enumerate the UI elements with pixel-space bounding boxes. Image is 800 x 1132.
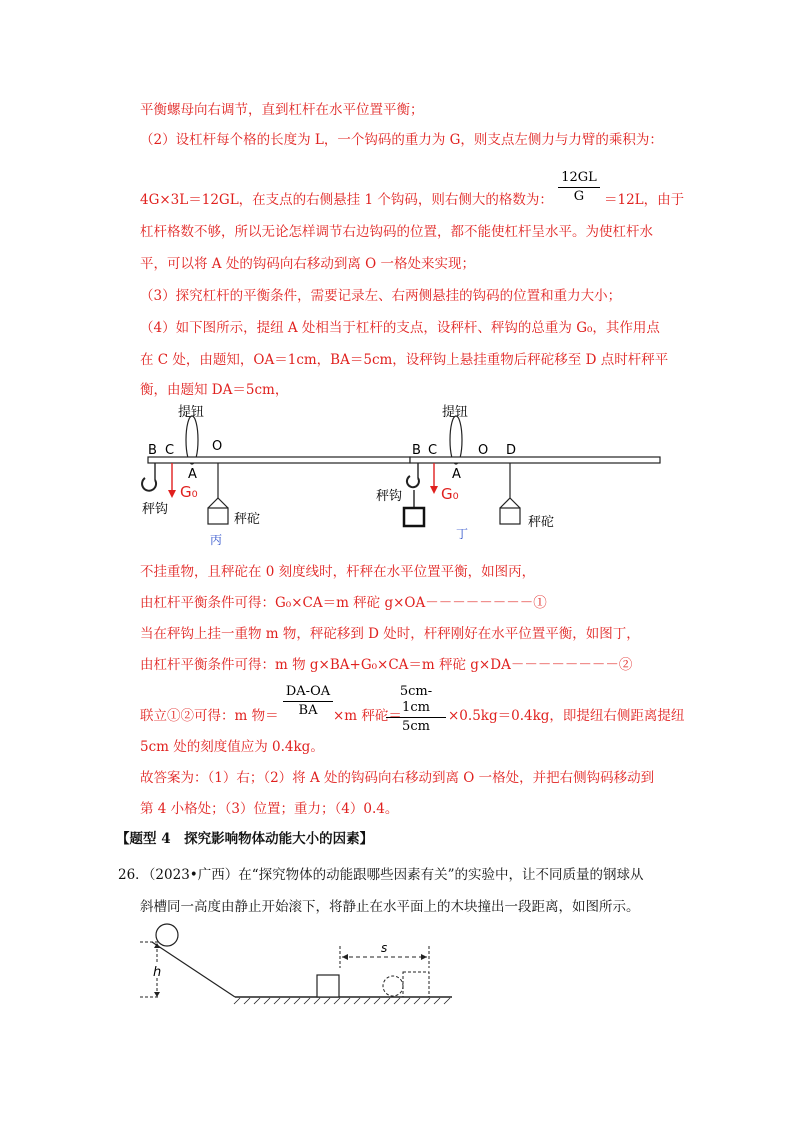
question-line: 26．（2023•广西）在“探究物体的动能跟哪些因素有关”的实验中，让不同质量的钢球从 bbox=[118, 867, 644, 883]
point-O-label: O bbox=[478, 443, 489, 458]
solution-line: 当在秤钩上挂一重物 m 物，秤砣移到 D 处时，杆秤刚好在水平位置平衡，如图丁， bbox=[140, 626, 640, 642]
height-label: h bbox=[153, 965, 162, 980]
paragraph-line: （3）探究杠杆的平衡条件，需要记录左、右两侧悬挂的钩码的位置和重力大小； bbox=[140, 288, 622, 304]
weight-label: 秤砣 bbox=[528, 515, 555, 530]
solution-line-mid: ×m 秤砣＝ bbox=[333, 708, 402, 724]
paragraph-line: 杠杆格数不够，所以无论怎样调节右边钩码的位置，都不能使杠杆呈水平。为使杠杆水 bbox=[140, 224, 653, 240]
fraction-12GL-over-G: 12GL G bbox=[558, 170, 600, 205]
distance-label: s bbox=[381, 941, 388, 955]
knob-label: 提钮 bbox=[178, 405, 205, 420]
steelyard-right bbox=[376, 404, 660, 541]
hook-label: 秤钩 bbox=[142, 502, 169, 517]
weight-label: 秤砣 bbox=[234, 512, 261, 527]
paragraph-line: （4）如下图所示，提纽 A 处相当于杠杆的支点，设秤杆、秤钩的总重为 G₀，其作用点 bbox=[140, 320, 660, 336]
point-A-label: A bbox=[188, 467, 197, 482]
hook-label: 秤钩 bbox=[376, 489, 403, 504]
solution-line: 故答案为：（1）右；（2）将 A 处的钩码向右移动到离 O 一格处，并把右侧钩码移动到 bbox=[140, 770, 655, 786]
solution-line: 第 4 小格处；（3）位置；重力；（4）0.4。 bbox=[140, 801, 399, 817]
fraction-5cm-1cm-over-5cm: 5cm-1cm 5cm bbox=[386, 684, 446, 735]
figure-caption-ding: 丁 bbox=[456, 527, 469, 541]
question-line: 斜槽同一高度由静止开始滚下，将静止在水平面上的木块撞出一段距离，如图所示。 bbox=[140, 899, 640, 915]
steelyard-figure bbox=[130, 400, 670, 555]
solution-line-tail: ×0.5kg＝0.4kg，即提纽右侧距离提纽 bbox=[448, 708, 685, 724]
point-C-label: C bbox=[428, 443, 438, 458]
solution-line: 由杠杆平衡条件可得：m 物 g×BA+G₀×CA＝m 秤砣 g×DA－－－－－－－－② bbox=[140, 657, 633, 673]
solution-line: 5cm 处的刻度值应为 0.4kg。 bbox=[140, 739, 324, 755]
point-B-label: B bbox=[148, 443, 157, 458]
paragraph-line: （2）设杠杆每个格的长度为 L，一个钩码的重力为 G，则支点左侧力与力臂的乘积为： bbox=[140, 132, 663, 148]
incline-figure bbox=[140, 920, 460, 1010]
section-heading: 【题型 4 探究影响物体动能大小的因素】 bbox=[116, 831, 374, 847]
point-O-label: O bbox=[212, 439, 223, 454]
solution-line: 由杠杆平衡条件可得：G₀×CA＝m 秤砣 g×OA－－－－－－－－① bbox=[140, 595, 547, 611]
point-B-label: B bbox=[412, 443, 421, 458]
steel-ball bbox=[156, 924, 178, 946]
solution-line: 联立①②可得：m 物＝ bbox=[140, 708, 279, 724]
solution-line: 不挂重物，且秤砣在 0 刻度线时，杆秤在水平位置平衡，如图丙， bbox=[140, 564, 536, 580]
G0-label: G₀ bbox=[180, 483, 198, 501]
fraction-DA-OA-over-BA: DA-OA BA bbox=[283, 684, 333, 719]
point-D-label: D bbox=[506, 443, 517, 458]
point-C-label: C bbox=[165, 443, 175, 458]
G0-label: G₀ bbox=[441, 485, 459, 503]
wood-block bbox=[317, 975, 339, 997]
steelyard-left bbox=[142, 404, 410, 547]
paragraph-line: 4G×3L＝12GL，在支点的右侧悬挂 1 个钩码，则右侧大的格数为： bbox=[140, 192, 553, 208]
paragraph-line-tail: ＝12L，由于 bbox=[604, 192, 685, 208]
paragraph-line: 平，可以将 A 处的钩码向右移动到离 O 一格处来实现； bbox=[140, 256, 475, 272]
paragraph-line: 在 C 处，由题知，OA＝1cm，BA＝5cm，设秤钩上悬挂重物后秤砣移至 D 点时杆秤平 bbox=[140, 352, 669, 368]
paragraph-line: 平衡螺母向右调节，直到杠杆在水平位置平衡； bbox=[140, 102, 424, 118]
point-A-label: A bbox=[452, 467, 461, 482]
figure-caption-bing: 丙 bbox=[210, 533, 223, 547]
knob-label: 提钮 bbox=[442, 405, 469, 420]
paragraph-line: 衡，由题知 DA＝5cm， bbox=[140, 382, 289, 398]
